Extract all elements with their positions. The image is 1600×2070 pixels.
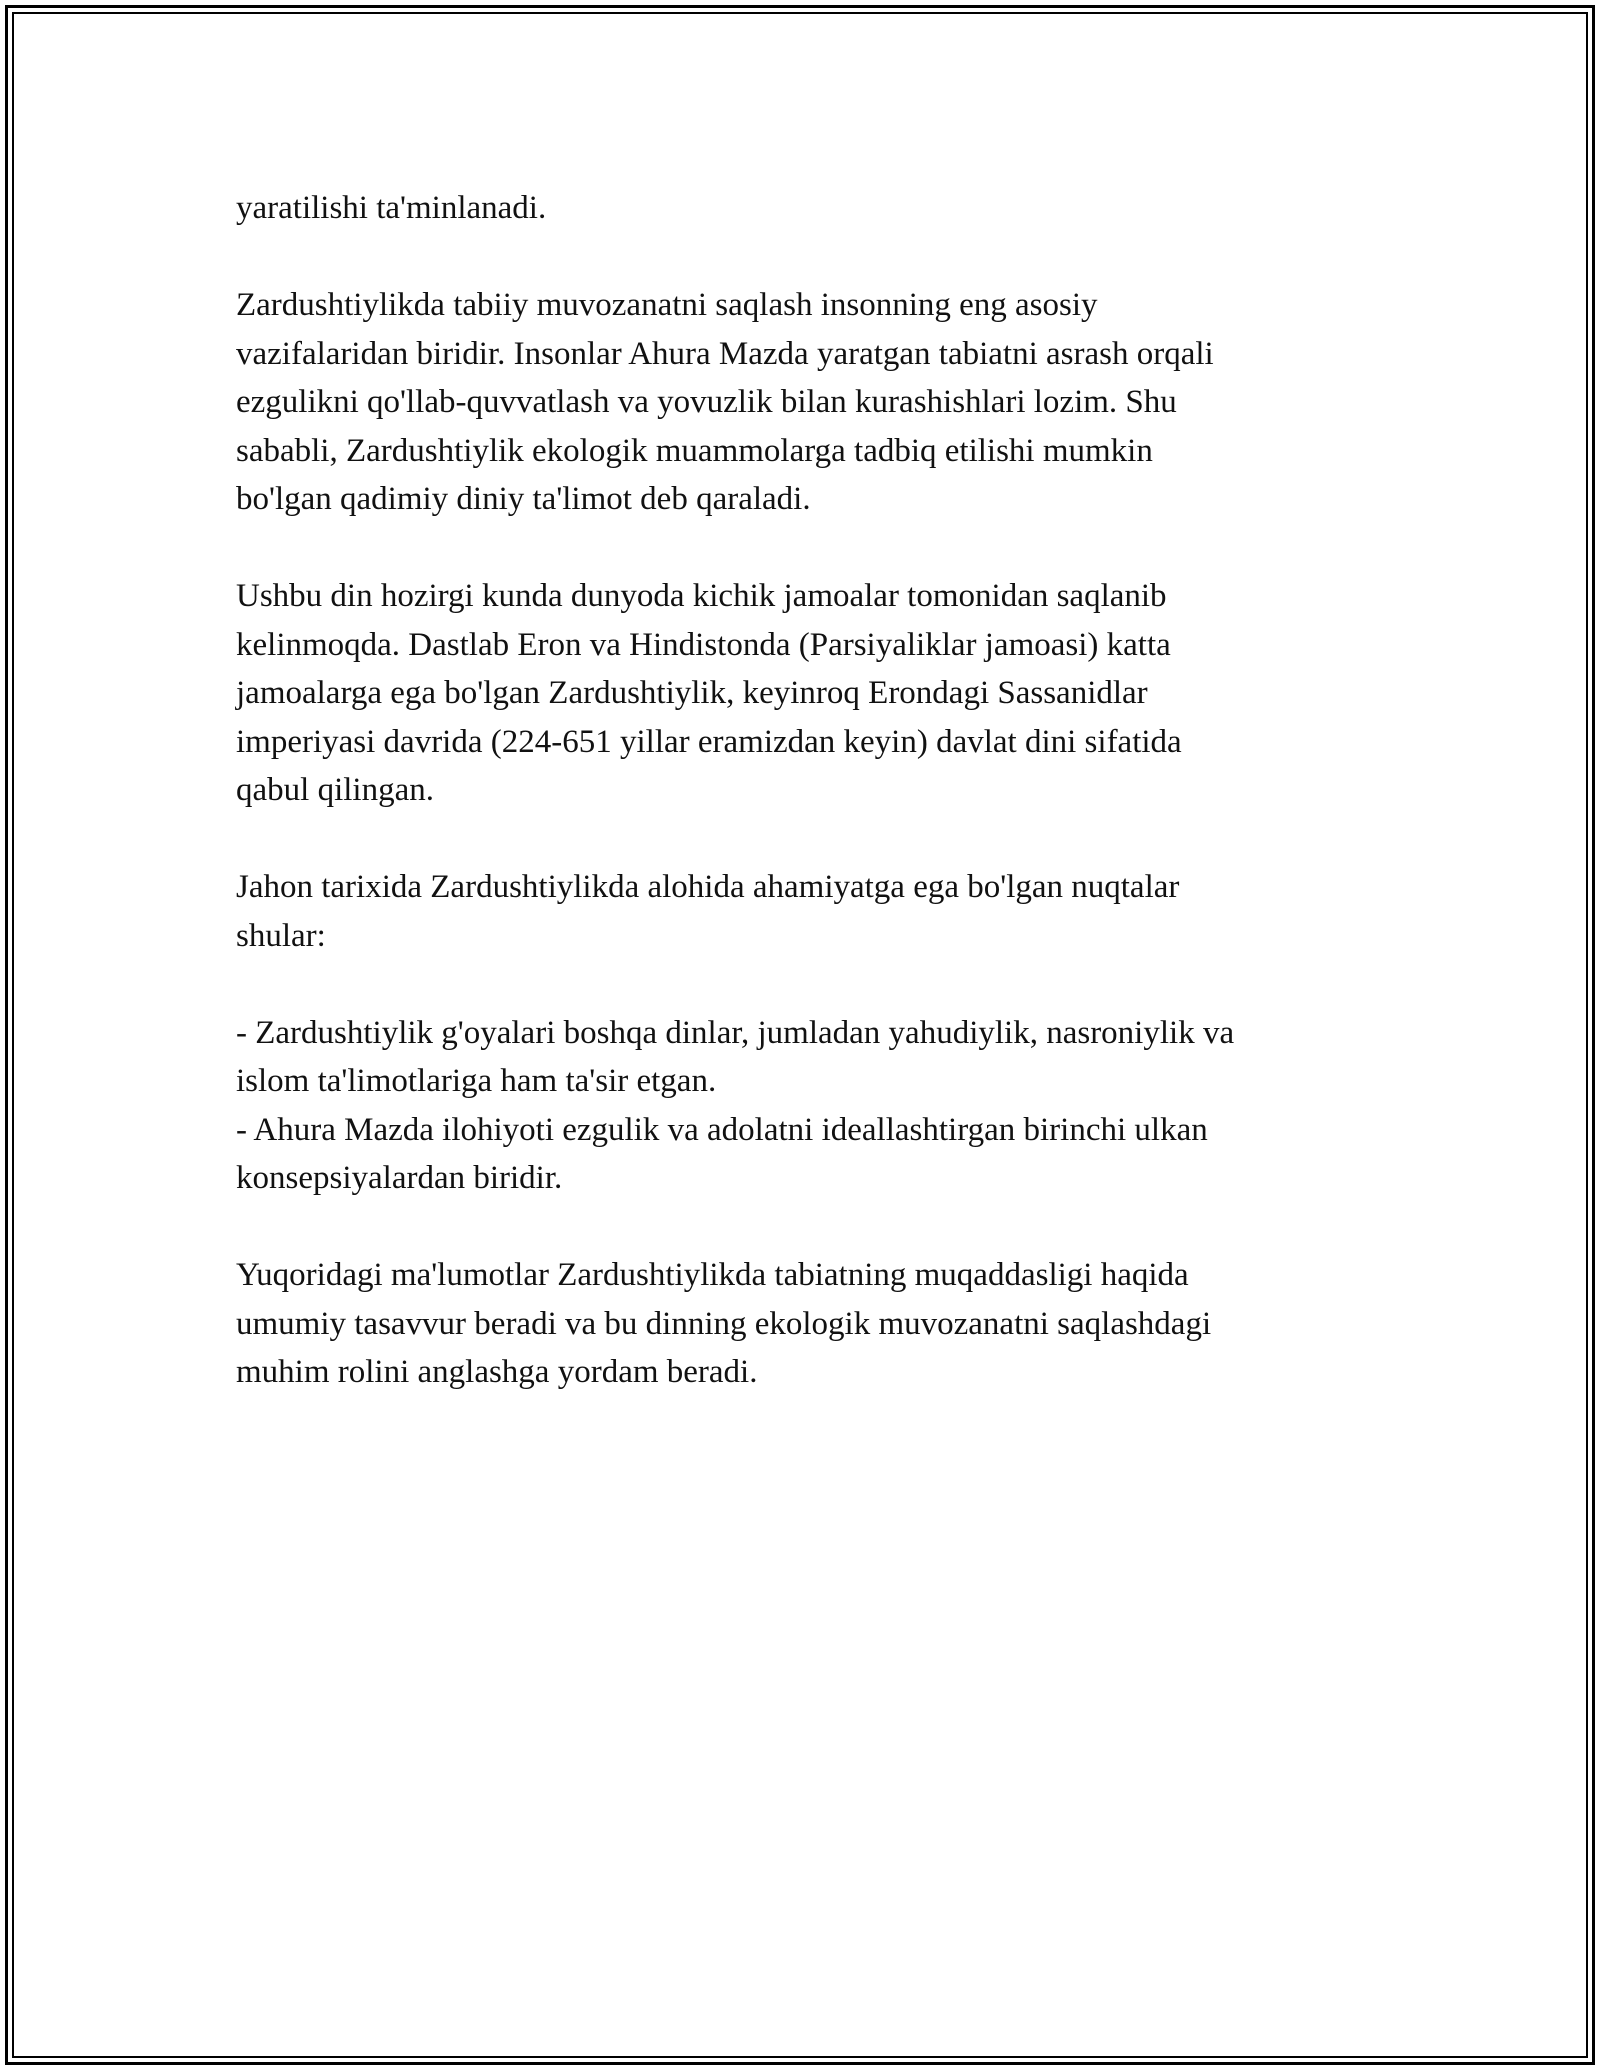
- paragraph-closing: Yuqoridagi ma'lumotlar Zardushtiylikda tabiatning muqaddasligi haqida umumiy tasavvur beradi va bu dinning ekologik muvozanatni saqlashdagi muhim rolini anglashga yordam beradi.: [236, 1257, 1212, 1390]
- paragraph-communities: Ushbu din hozirgi kunda dunyoda kichik jamoalar tomonidan saqlanib kelinmoqda. Dastlab Eron va Hindistonda (Parsiyaliklar jamoasi) katta jamoalarga ega bo'lgan Zardushtiylik, keyinroq Erondagi Sassanidlar imperiyasi davrida (224-651 yillar eramizdan keyin) davlat dini sifatida qabul qilingan.: [236, 578, 1182, 808]
- paragraph-continuation: yaratilishi ta'minlanadi.: [236, 190, 547, 226]
- list-item: - Ahura Mazda ilohiyoti ezgulik va adolatni ideallashtirgan birinchi ulkan konsepsiyalardan biridir.: [236, 1111, 1208, 1196]
- paragraph-history-intro: Jahon tarixida Zardushtiylikda alohida ahamiyatga ega bo'lgan nuqtalar shular:: [236, 869, 1180, 954]
- document-body: [236, 184, 1376, 1445]
- list-item: - Zardushtiylik g'oyalari boshqa dinlar, jumladan yahudiylik, nasroniylik va islom ta'limotlariga ham ta'sir etgan.: [236, 1014, 1235, 1099]
- bullet-list: [236, 1009, 1376, 1203]
- paragraph-nature-balance: Zardushtiylikda tabiiy muvozanatni saqlash insonning eng asosiy vazifalaridan biridir. Insonlar Ahura Mazda yaratgan tabiatni asrash orqali ezgulikni qo'llab-quvvatlash va yovuzlik bilan kurashishlari lozim. Shu sababli, Zardushtiylik ekologik muammolarga tadbiq etilishi mumkin bo'lgan qadimiy diniy ta'limot deb qaraladi.: [236, 287, 1214, 517]
